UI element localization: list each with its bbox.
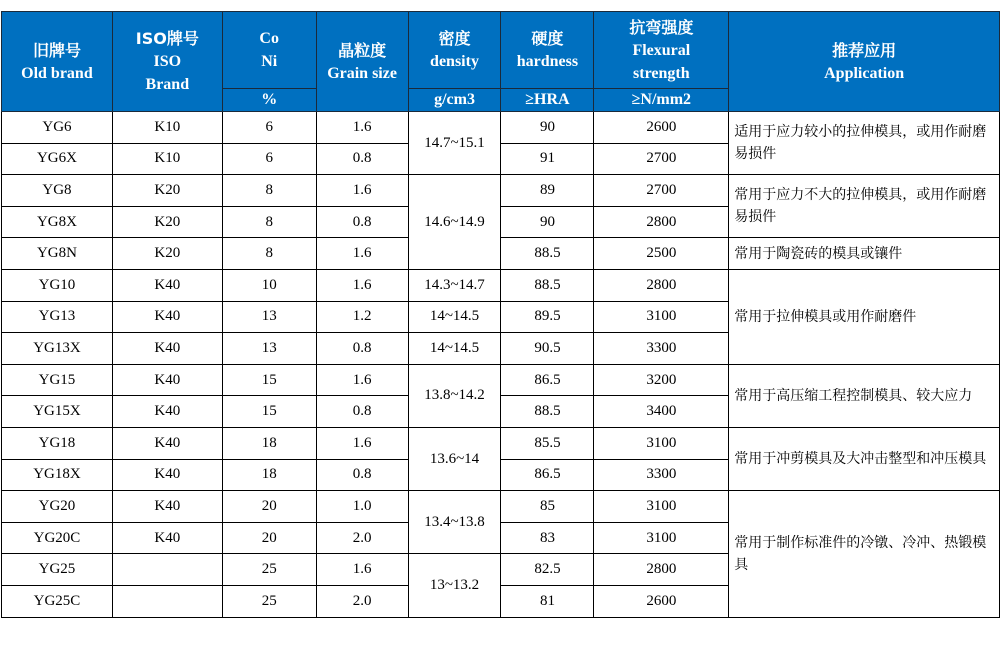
header-grain-size <box>316 12 408 112</box>
cell-brand: YG25C <box>2 585 113 617</box>
header-old-brand-zh: 旧牌号 <box>32 40 81 60</box>
cell-flexural: 2800 <box>594 269 729 301</box>
cell-co: 6 <box>222 143 316 175</box>
cell-density: 13.4~13.8 <box>408 491 501 554</box>
cell-brand: YG6 <box>2 112 113 144</box>
cell-flexural: 3100 <box>594 427 729 459</box>
header-app-zh: 推荐应用 <box>832 40 897 60</box>
cell-brand: YG6X <box>2 143 113 175</box>
header-iso-en1: ISO <box>153 53 182 70</box>
header-co-ni <box>222 12 316 89</box>
header-iso-zh: ISO牌号 <box>135 29 199 48</box>
table-row <box>2 364 1000 396</box>
cell-application: 适用于应力较小的拉伸模具，或用作耐磨易损件 <box>729 112 1000 175</box>
cell-iso: K40 <box>112 427 222 459</box>
cell-grain: 0.8 <box>316 143 408 175</box>
cell-grain: 1.6 <box>316 112 408 144</box>
cell-co: 8 <box>222 206 316 238</box>
cell-iso: K20 <box>112 206 222 238</box>
cell-co: 10 <box>222 269 316 301</box>
table-row <box>2 112 1000 144</box>
cell-brand: YG8N <box>2 238 113 270</box>
header-flex-zh: 抗弯强度 <box>629 17 694 37</box>
cell-co: 18 <box>222 459 316 491</box>
header-old-brand <box>2 12 113 112</box>
cell-hardness: 85.5 <box>501 427 594 459</box>
unit-co: % <box>222 89 316 112</box>
header-iso-en2: Brand <box>145 76 190 93</box>
cell-flexural: 2700 <box>594 143 729 175</box>
cell-iso: K20 <box>112 238 222 270</box>
cell-flexural: 3100 <box>594 491 729 523</box>
cell-grain: 1.6 <box>316 427 408 459</box>
cell-density: 14.3~14.7 <box>408 269 501 301</box>
cell-hardness: 90.5 <box>501 333 594 365</box>
cell-flexural: 3300 <box>594 459 729 491</box>
cell-co: 15 <box>222 364 316 396</box>
cell-co: 18 <box>222 427 316 459</box>
cell-co: 20 <box>222 522 316 554</box>
cell-flexural: 3100 <box>594 301 729 333</box>
cell-iso: K20 <box>112 175 222 207</box>
header-hardness-en: hardness <box>516 53 579 70</box>
cell-iso: K10 <box>112 143 222 175</box>
table-row <box>2 175 1000 207</box>
cell-hardness: 82.5 <box>501 554 594 586</box>
cell-hardness: 89.5 <box>501 301 594 333</box>
cell-grain: 0.8 <box>316 459 408 491</box>
cell-density: 13~13.2 <box>408 554 501 617</box>
cell-flexural: 2600 <box>594 112 729 144</box>
cell-grain: 1.6 <box>316 238 408 270</box>
cell-hardness: 89 <box>501 175 594 207</box>
cell-brand: YG10 <box>2 269 113 301</box>
cell-iso: K40 <box>112 269 222 301</box>
cell-brand: YG18X <box>2 459 113 491</box>
cell-brand: YG15 <box>2 364 113 396</box>
cell-brand: YG8 <box>2 175 113 207</box>
cell-grain: 2.0 <box>316 585 408 617</box>
header-grain-zh: 晶粒度 <box>338 40 387 60</box>
cell-grain: 1.6 <box>316 269 408 301</box>
cell-application: 常用于高压缩工程控制模具、较大应力 <box>729 364 1000 427</box>
cell-iso: K40 <box>112 491 222 523</box>
cell-brand: YG13 <box>2 301 113 333</box>
cell-brand: YG18 <box>2 427 113 459</box>
unit-hardness: ≥HRA <box>501 89 594 112</box>
cell-application: 常用于应力不大的拉伸模具，或用作耐磨易损件 <box>729 175 1000 238</box>
cell-iso: K10 <box>112 112 222 144</box>
unit-density: g/cm3 <box>408 89 501 112</box>
cell-density: 14~14.5 <box>408 301 501 333</box>
cell-hardness: 86.5 <box>501 459 594 491</box>
cell-grain: 1.6 <box>316 554 408 586</box>
cell-iso: K40 <box>112 364 222 396</box>
cell-grain: 1.6 <box>316 364 408 396</box>
cell-co: 15 <box>222 396 316 428</box>
header-density <box>408 12 501 89</box>
cell-iso: K40 <box>112 301 222 333</box>
cell-brand: YG13X <box>2 333 113 365</box>
cell-grain: 1.6 <box>316 175 408 207</box>
cell-flexural: 3300 <box>594 333 729 365</box>
cell-application: 常用于冲剪模具及大冲击整型和冲压模具 <box>729 427 1000 490</box>
cell-application: 常用于陶瓷砖的模具或镶件 <box>729 238 1000 270</box>
cell-flexural: 2500 <box>594 238 729 270</box>
cell-iso: K40 <box>112 459 222 491</box>
header-iso-brand <box>112 12 222 112</box>
cell-brand: YG25 <box>2 554 113 586</box>
table-row <box>2 238 1000 270</box>
cell-grain: 0.8 <box>316 206 408 238</box>
cell-density: 14.6~14.9 <box>408 175 501 270</box>
cell-hardness: 91 <box>501 143 594 175</box>
cell-application: 常用于制作标准件的冷镦、冷冲、热锻模具 <box>729 491 1000 617</box>
cell-brand: YG8X <box>2 206 113 238</box>
header-hardness-zh: 硬度 <box>531 29 564 48</box>
cell-hardness: 85 <box>501 491 594 523</box>
cell-flexural: 3100 <box>594 522 729 554</box>
cell-iso: K40 <box>112 522 222 554</box>
cell-hardness: 90 <box>501 206 594 238</box>
cell-brand: YG20 <box>2 491 113 523</box>
cell-grain: 0.8 <box>316 396 408 428</box>
cell-co: 8 <box>222 238 316 270</box>
header-application <box>729 12 1000 112</box>
cell-iso <box>112 585 222 617</box>
cell-flexural: 2700 <box>594 175 729 207</box>
header-app-en: Application <box>824 64 905 82</box>
header-co: Co <box>259 30 279 47</box>
cell-hardness: 86.5 <box>501 364 594 396</box>
cell-hardness: 88.5 <box>501 269 594 301</box>
cell-flexural: 2800 <box>594 554 729 586</box>
cell-co: 20 <box>222 491 316 523</box>
cell-co: 8 <box>222 175 316 207</box>
cell-grain: 1.0 <box>316 491 408 523</box>
header-density-zh: 密度 <box>438 29 471 48</box>
cell-hardness: 90 <box>501 112 594 144</box>
header-density-en: density <box>430 53 479 70</box>
table-row <box>2 269 1000 301</box>
grade-spec-table <box>1 11 1000 618</box>
cell-iso: K40 <box>112 333 222 365</box>
header-flex-en2: strength <box>633 64 690 82</box>
cell-iso <box>112 554 222 586</box>
cell-hardness: 81 <box>501 585 594 617</box>
cell-co: 13 <box>222 333 316 365</box>
cell-hardness: 88.5 <box>501 396 594 428</box>
cell-flexural: 2600 <box>594 585 729 617</box>
cell-brand: YG20C <box>2 522 113 554</box>
cell-co: 13 <box>222 301 316 333</box>
cell-density: 13.6~14 <box>408 427 501 490</box>
table-row <box>2 427 1000 459</box>
header-grain-en: Grain size <box>327 64 397 82</box>
cell-grain: 1.2 <box>316 301 408 333</box>
cell-density: 14~14.5 <box>408 333 501 365</box>
cell-hardness: 88.5 <box>501 238 594 270</box>
cell-grain: 0.8 <box>316 333 408 365</box>
cell-application: 常用于拉伸模具或用作耐磨件 <box>729 269 1000 364</box>
cell-flexural: 2800 <box>594 206 729 238</box>
cell-co: 25 <box>222 585 316 617</box>
header-flexural-strength <box>594 12 729 89</box>
cell-brand: YG15X <box>2 396 113 428</box>
cell-flexural: 3200 <box>594 364 729 396</box>
cell-flexural: 3400 <box>594 396 729 428</box>
header-ni: Ni <box>261 53 278 70</box>
cell-density: 13.8~14.2 <box>408 364 501 427</box>
header-old-brand-en: Old brand <box>21 64 93 82</box>
header-hardness <box>501 12 594 89</box>
cell-grain: 2.0 <box>316 522 408 554</box>
cell-density: 14.7~15.1 <box>408 112 501 175</box>
header-flex-en1: Flexural <box>632 41 691 59</box>
cell-co: 25 <box>222 554 316 586</box>
cell-iso: K40 <box>112 396 222 428</box>
cell-hardness: 83 <box>501 522 594 554</box>
cell-co: 6 <box>222 112 316 144</box>
table-row <box>2 491 1000 523</box>
unit-flexural: ≥N/mm2 <box>594 89 729 112</box>
